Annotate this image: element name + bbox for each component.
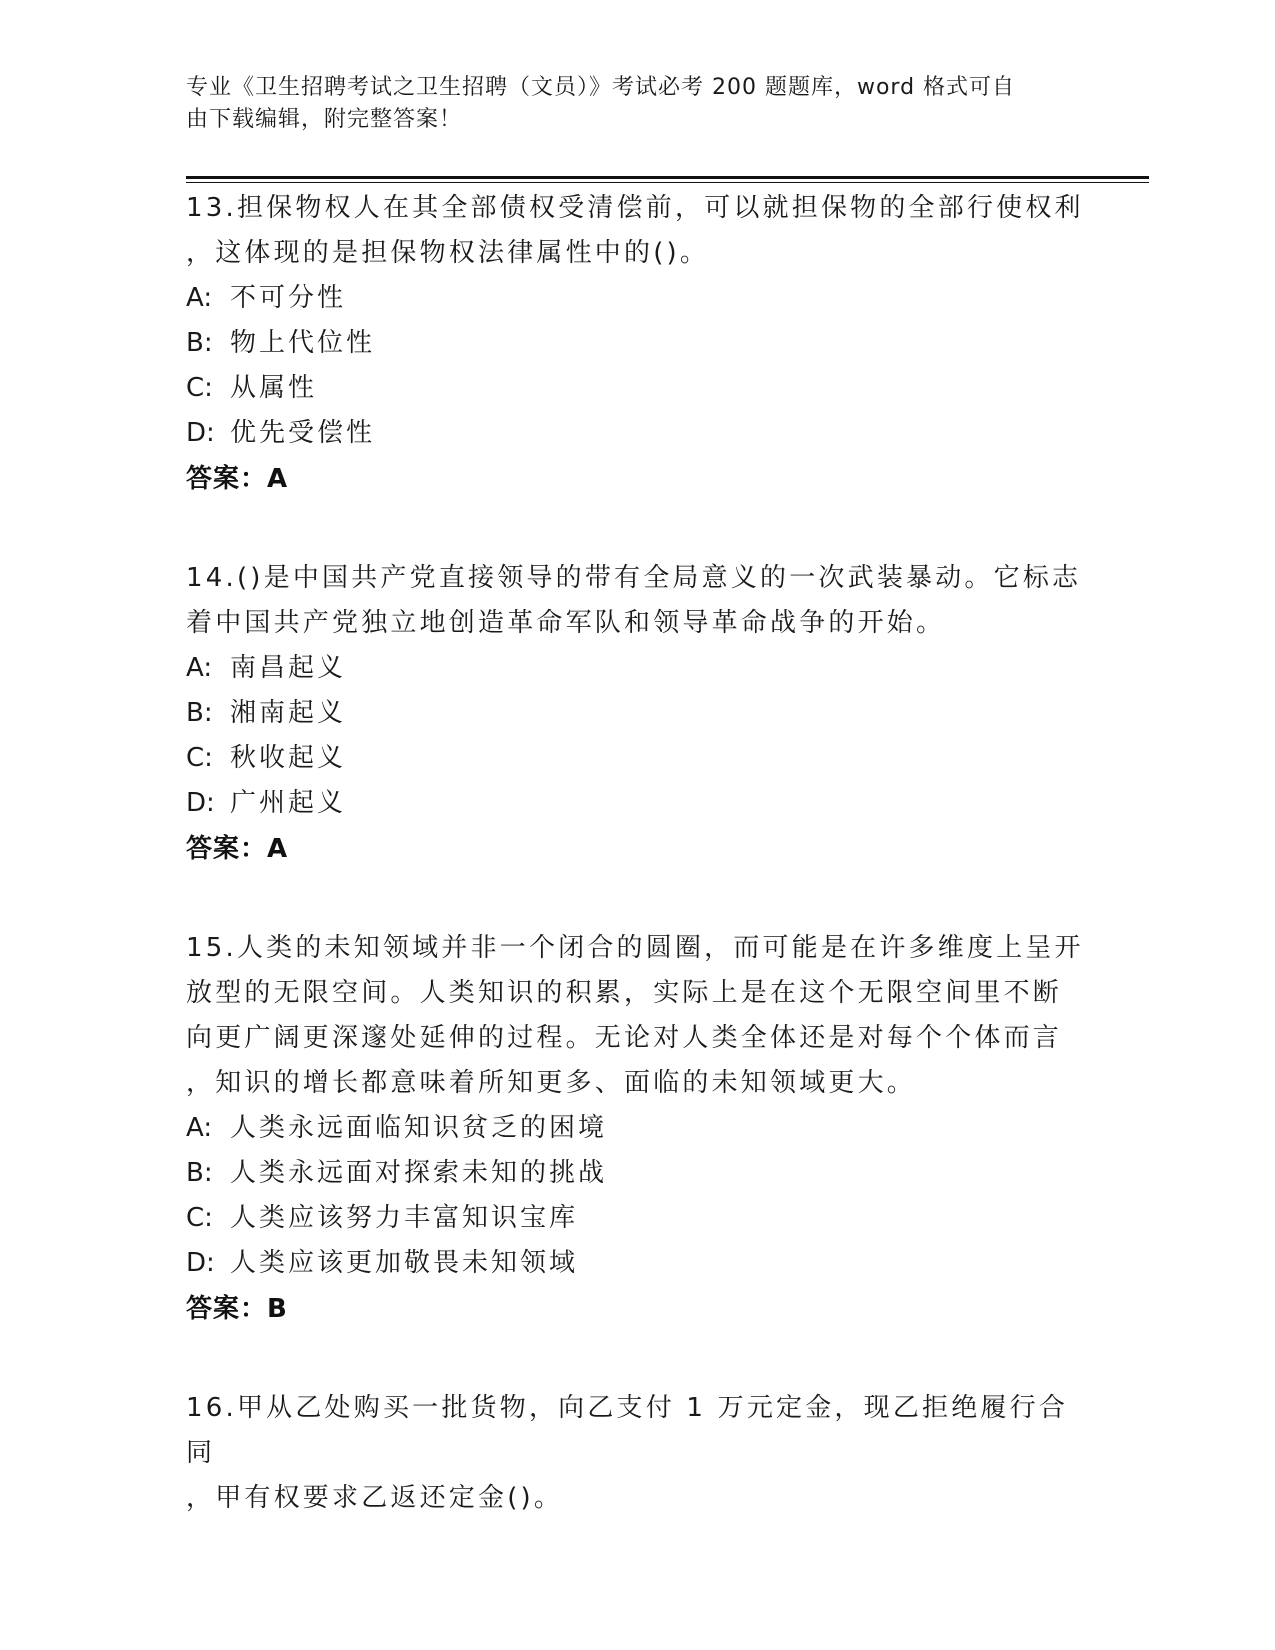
option-text: 秋收起义 [230,743,347,773]
question-text: 16.甲从乙处购买一批货物，向乙支付 1 万元定金，现乙拒绝履行合同 [186,1393,1069,1468]
option-text: 人类应该更加敬畏未知领域 [230,1248,579,1278]
option-b [186,691,1086,736]
option-text: 广州起义 [230,788,347,818]
question-14 [186,556,1086,872]
option-c [186,366,1086,411]
header-divider-thick [186,176,1149,179]
question-text: 14.()是中国共产党直接领导的带有全局意义的一次武装暴动。它标志 [186,563,1082,593]
option-letter: A: [186,1113,213,1143]
question-text: 15.人类的未知领域并非一个闭合的圆圈，而可能是在许多维度上呈开 [186,933,1084,963]
option-d [186,411,1086,456]
option-text: 南昌起义 [230,653,347,683]
option-letter: D: [186,1248,215,1278]
answer-label: 答案：A [186,834,289,864]
option-d [186,1241,1086,1286]
answer-label: 答案：A [186,464,289,494]
option-letter: C: [186,373,213,403]
option-letter: B: [186,1158,213,1188]
option-letter: A: [186,283,213,313]
question-text: 放型的无限空间。人类知识的积累，实际上是在这个无限空间里不断 [186,978,1063,1008]
option-text: 湘南起义 [230,698,347,728]
question-text: ，甲有权要求乙返还定金()。 [186,1483,564,1513]
header-line-1: 专业《卫生招聘考试之卫生招聘（文员）》考试必考 200 题题库，word 格式可自 [186,75,1016,100]
answer-label: 答案：B [186,1294,288,1324]
option-a [186,276,1086,321]
option-letter: C: [186,743,213,773]
option-a [186,1106,1086,1151]
document-header [186,72,1066,136]
question-text: 着中国共产党独立地创造革命军队和领导革命战争的开始。 [186,608,946,638]
option-text: 人类永远面临知识贫乏的困境 [230,1113,608,1143]
option-letter: B: [186,328,213,358]
option-letter: B: [186,698,213,728]
question-text: 13.担保物权人在其全部债权受清偿前，可以就担保物的全部行使权利 [186,193,1084,223]
option-letter: C: [186,1203,213,1233]
option-b [186,321,1086,366]
option-c [186,1196,1086,1241]
question-text: ，知识的增长都意味着所知更多、面临的未知领域更大。 [186,1068,917,1098]
header-divider-thin [186,182,1149,183]
question-list [186,186,1086,1575]
option-a [186,646,1086,691]
header-line-2: 由下载编辑，附完整答案！ [186,107,463,132]
question-text: ，这体现的是担保物权法律属性中的()。 [186,238,710,268]
option-c [186,736,1086,781]
option-b [186,1151,1086,1196]
option-d [186,781,1086,826]
question-13 [186,186,1086,502]
question-text: 向更广阔更深邃处延伸的过程。无论对人类全体还是对每个个体而言 [186,1023,1063,1053]
option-text: 不可分性 [230,283,347,313]
option-text: 人类永远面对探索未知的挑战 [230,1158,608,1188]
option-text: 优先受偿性 [230,418,376,448]
question-16 [186,1386,1086,1521]
question-15 [186,926,1086,1332]
option-text: 从属性 [230,373,318,403]
option-letter: D: [186,788,215,818]
option-text: 人类应该努力丰富知识宝库 [230,1203,579,1233]
option-letter: D: [186,418,215,448]
option-letter: A: [186,653,213,683]
option-text: 物上代位性 [230,328,376,358]
